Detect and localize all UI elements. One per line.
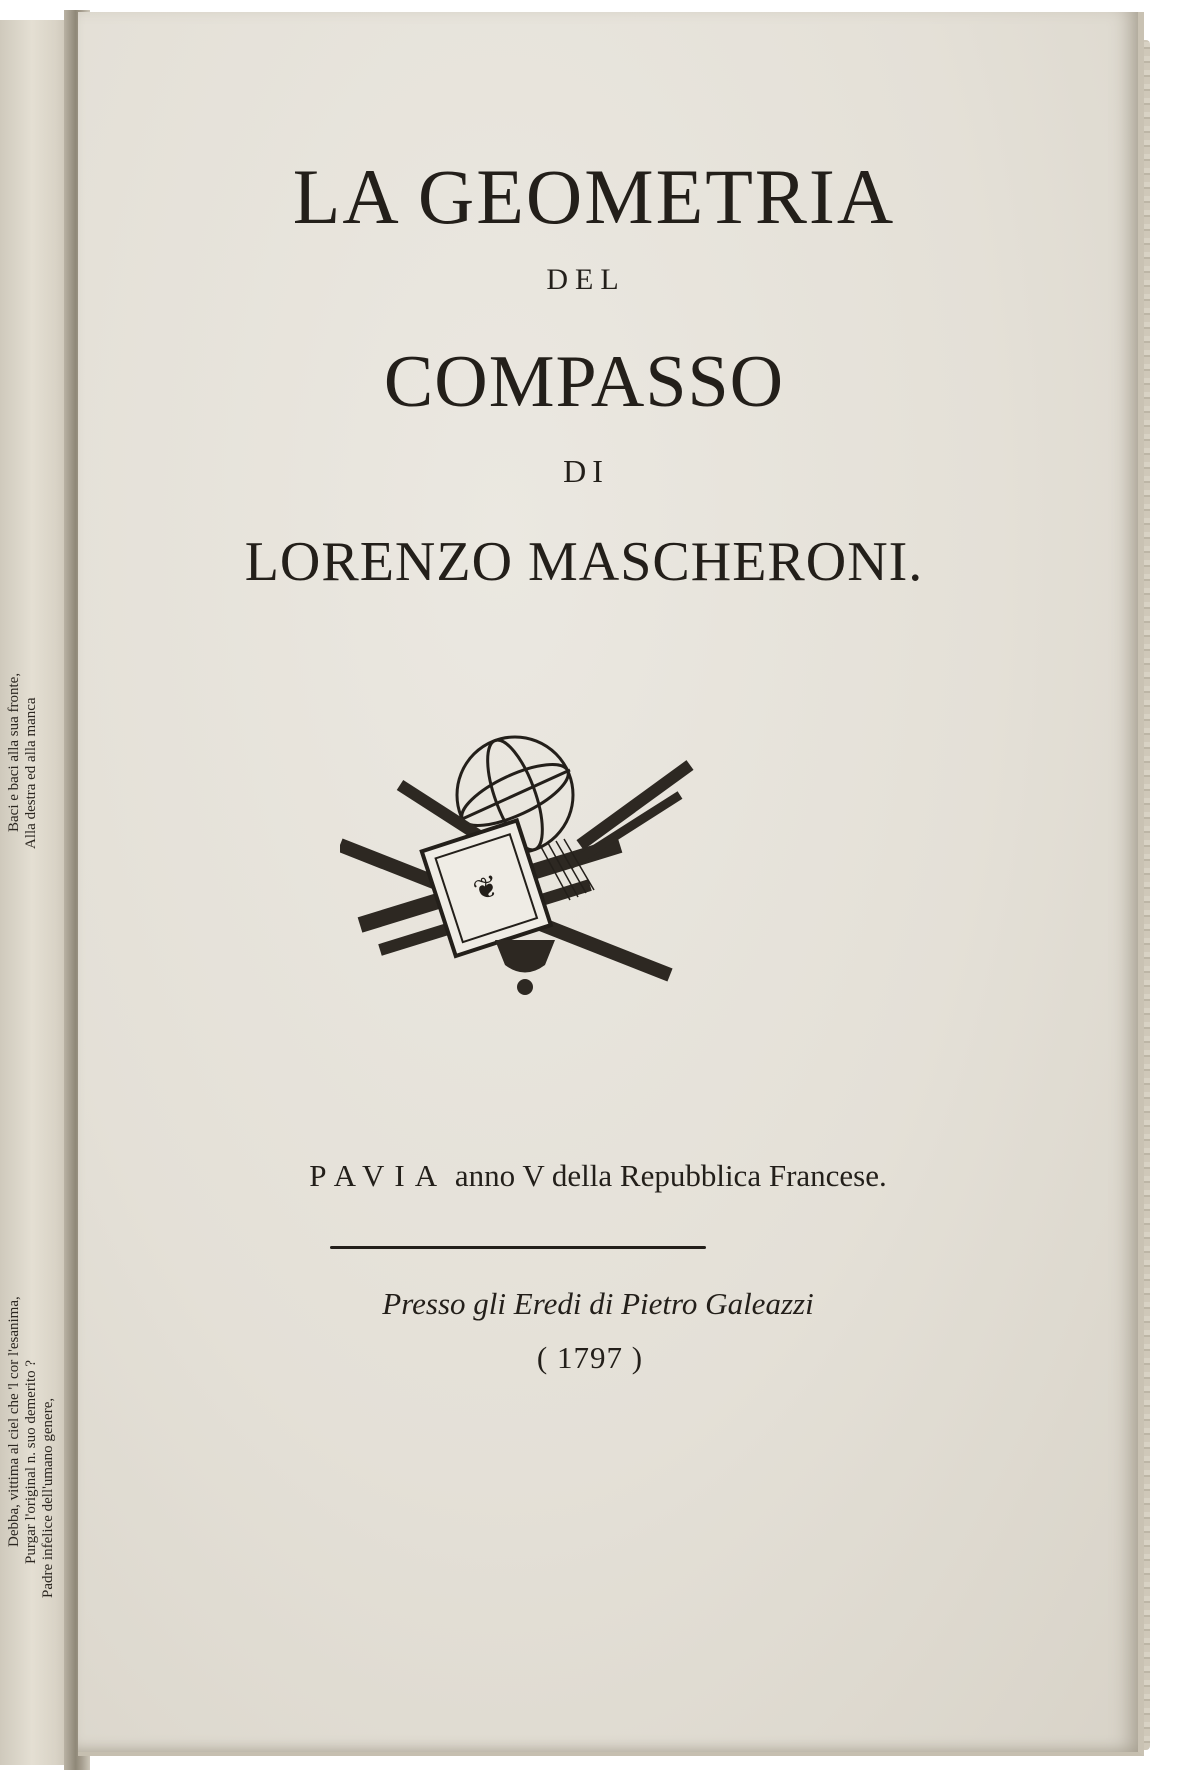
imprint-place: PAVIA — [309, 1158, 448, 1193]
facing-page-line: Alla destra ed alla manca — [23, 697, 39, 849]
publisher-line: Presso gli Eredi di Pietro Galeazzi — [382, 1286, 814, 1321]
armillary-sphere-book-telescopes-icon — [340, 725, 710, 1005]
imprint-line — [68, 1158, 1128, 1194]
imprint-date: anno V della Repubblica Francese. — [454, 1158, 887, 1193]
title-line-di: DI — [563, 453, 609, 489]
facing-page-line: Debba, vittima al ciel che 'l cor l'esanima, — [6, 1296, 22, 1547]
divider-rule — [330, 1246, 706, 1249]
title-line-del: DEL — [546, 263, 626, 296]
svg-text:❦: ❦ — [469, 868, 504, 910]
facing-page-line: Purgar l'original n. suo demerito ? — [23, 1359, 39, 1564]
title-line-compasso: COMPASSO — [383, 341, 785, 423]
publication-year: ( 1797 ) — [536, 1340, 644, 1375]
title-line-la-geometria: LA GEOMETRIA — [292, 153, 896, 240]
facing-page-line: Baci e baci alla sua fronte, — [6, 672, 22, 832]
author-name: LORENZO MASCHERONI. — [244, 531, 924, 593]
facing-page-line: Padre infelice dell'umano genere, — [40, 1397, 56, 1598]
